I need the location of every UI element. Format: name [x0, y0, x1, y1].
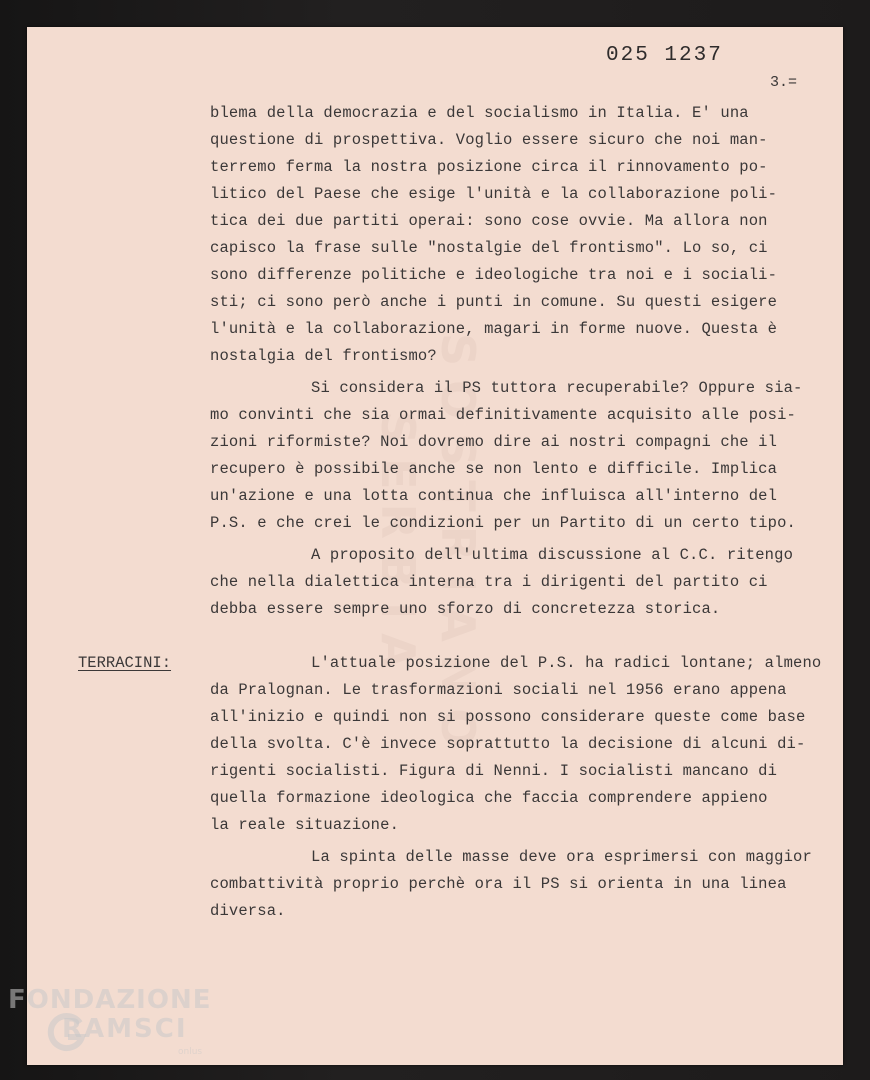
text-line: tica dei due partiti operai: sono cose ovvie. Ma allora non	[210, 212, 768, 230]
text-line: nostalgia del frontismo?	[210, 347, 437, 365]
text-line: blema della democrazia e del socialismo in Italia. E' una	[210, 104, 749, 122]
stamp-watermark-right: SOSTRIANO	[431, 332, 485, 762]
text-line: A proposito dell'ultima discussione al C.C. ritengo	[311, 546, 794, 564]
text-line: Si considera il PS tuttora recuperabile? Oppure sia-	[311, 379, 803, 397]
text-line: questione di prospettiva. Voglio essere sicuro che noi man-	[210, 131, 768, 149]
text-line: sono differenze politiche e ideologiche tra noi e i sociali-	[210, 266, 778, 284]
stamp-watermark-left: SERBIA	[371, 411, 425, 683]
logo-line-1: FONDAZIONE	[8, 985, 212, 1015]
text-line: combattività proprio perchè ora il PS si orienta in una linea	[210, 875, 787, 893]
text-line: recupero è possibile anche se non lento e difficile. Implica	[210, 460, 778, 478]
text-line: debba essere sempre uno sforzo di concretezza storica.	[210, 600, 721, 618]
text-line: l'unità e la collaborazione, magari in forme nuove. Questa è	[210, 320, 778, 338]
text-line: P.S. e che crei le condizioni per un Partito di un certo tipo.	[210, 514, 796, 532]
text-line: diversa.	[210, 902, 286, 920]
text-line: della svolta. C'è invece soprattutto la decisione di alcuni di-	[210, 735, 806, 753]
fondazione-gramsci-logo	[4, 985, 219, 1075]
text-line: sti; ci sono però anche i punti in comune. Su questi esigere	[210, 293, 778, 311]
logo-line-2: RAMSCI	[62, 1014, 188, 1044]
text-line: mo convinti che sia ormai definitivamente acquisito alle posi-	[210, 406, 796, 424]
text-line: La spinta delle masse deve ora esprimersi con maggior	[311, 848, 812, 866]
text-line: quella formazione ideologica che faccia comprendere appieno	[210, 789, 768, 807]
page-number: 3.=	[770, 74, 798, 91]
document-number: 025 1237	[606, 44, 723, 67]
text-line: rigenti socialisti. Figura di Nenni. I socialisti mancano di	[210, 762, 778, 780]
text-line: terremo ferma la nostra posizione circa il rinnovamento po-	[210, 158, 768, 176]
text-line: all'inizio e quindi non si possono considerare queste come base	[210, 708, 806, 726]
text-line: L'attuale posizione del P.S. ha radici lontane; almeno	[311, 654, 822, 672]
text-line: che nella dialettica interna tra i dirigenti del partito ci	[210, 573, 768, 591]
text-line: da Pralognan. Le trasformazioni sociali nel 1956 erano appena	[210, 681, 787, 699]
text-line: la reale situazione.	[210, 816, 400, 834]
text-line: capisco la frase sulle "nostalgie del frontismo". Lo so, ci	[210, 239, 768, 257]
speaker-label: TERRACINI:	[78, 654, 172, 672]
text-line: litico del Paese che esige l'unità e la collaborazione poli-	[210, 185, 778, 203]
logo-suffix: onlus	[178, 1047, 203, 1057]
text-line: un'azione e una lotta continua che influisca all'interno del	[210, 487, 778, 505]
text-line: zioni riformiste? Noi dovremo dire ai nostri compagni che il	[210, 433, 778, 451]
